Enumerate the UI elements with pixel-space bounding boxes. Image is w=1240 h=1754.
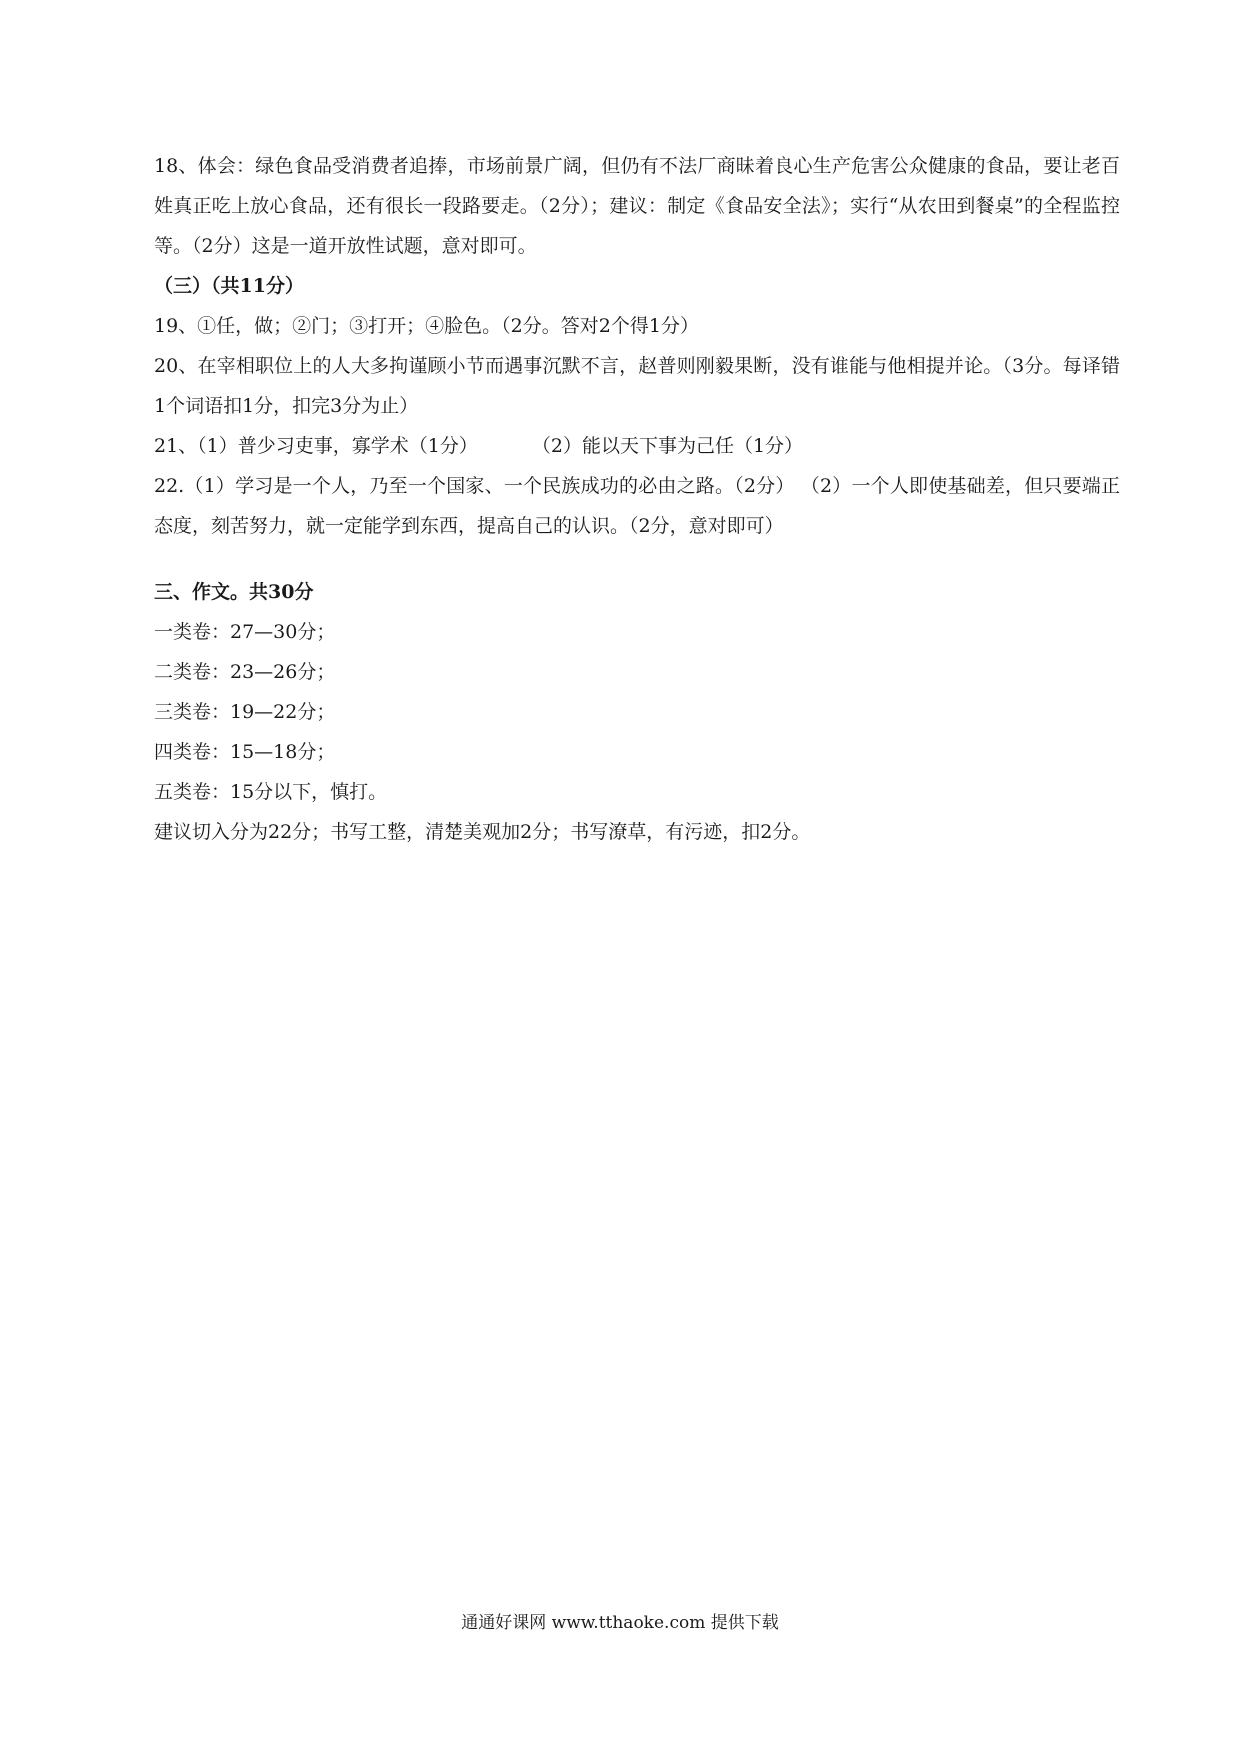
answer-q21-part2: （2）能以天下事为己任（1分） bbox=[531, 435, 804, 457]
answer-q22: 22.（1）学习是一个人，乃至一个国家、一个民族成功的必由之路。（2分） （2）一个人即使基础差，但只要端正态度，刻苦努力，就一定能学到东西，提高自己的认识。（2分，意对即可） bbox=[154, 475, 1120, 537]
answer-q19: 19、①任，做；②门；③打开；④脸色。（2分。答对2个得1分） bbox=[154, 315, 699, 337]
answer-key-content bbox=[154, 146, 1120, 852]
essay-heading: 三、作文。共30分 bbox=[154, 581, 314, 603]
answer-q21 bbox=[154, 426, 1120, 466]
page-footer: 通通好课网 www.tthaoke.com 提供下载 bbox=[461, 1613, 779, 1633]
section-3-heading: （三）（共11分） bbox=[154, 275, 304, 297]
answer-q21-part1: 21、（1）普少习吏事，寡学术（1分） bbox=[154, 435, 478, 457]
essay-grade-3: 三类卷：19—22分； bbox=[154, 701, 336, 723]
essay-grade-5: 五类卷：15分以下，慎打。 bbox=[154, 781, 388, 803]
essay-grade-4: 四类卷：15—18分； bbox=[154, 741, 336, 763]
essay-grade-2: 二类卷：23—26分； bbox=[154, 661, 336, 683]
answer-q18: 18、体会：绿色食品受消费者追捧，市场前景广阔，但仍有不法厂商昧着良心生产危害公众健康的食品，要让老百姓真正吃上放心食品，还有很长一段路要走。（2分）；建议：制定《食品安全法》；实行“从农田到餐桌”的全程监控等。（2分）这是一道开放性试题，意对即可。 bbox=[154, 155, 1120, 257]
answer-q20: 20、在宰相职位上的人大多拘谨顾小节而遇事沉默不言，赵普则刚毅果断，没有谁能与他相提并论。（3分。每译错1个词语扣1分，扣完3分为止） bbox=[154, 355, 1120, 417]
essay-scoring-note: 建议切入分为22分；书写工整，清楚美观加2分；书写潦草，有污迹，扣2分。 bbox=[154, 821, 811, 843]
essay-grade-1: 一类卷：27—30分； bbox=[154, 621, 336, 643]
